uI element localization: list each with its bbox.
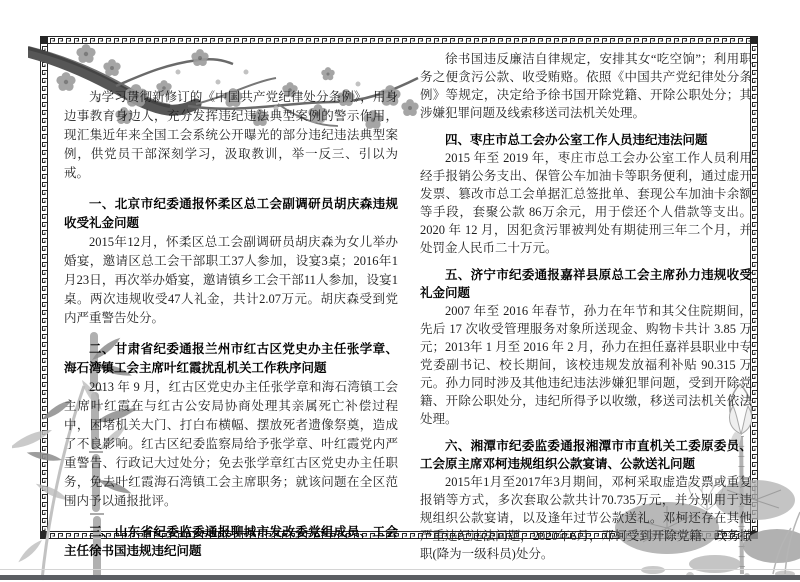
section-3-heading: 三、山东省纪委监委通报聊城市发改委党组成员、工会主任徐书国违规违纪问题 — [64, 525, 398, 558]
section-2-body: 2013 年 9 月，红古区党史办主任张学章和海石湾镇工会主席叶红霞在与红古公安局协商处理其亲属死亡补偿过程中，困堵机关大门、打白布横幅、摆放死者遗像祭奠，造成了不良影响。红古区纪委监察局给予张学章、叶红霞党内严重警告、行政记大过处分；免去张学章红古区党史办主任职务，免去叶红霞海石湾镇工会主席职务；就该问题在全区范围内予以通报批评。 — [64, 380, 398, 508]
intro-paragraph: 为学习贯彻新修订的《中国共产党纪律处分条例》，用身边事教育身边人，充分发挥违纪违法典型案例的警示作用，现汇集近年来全国工会系统公开曝光的部分违纪违法典型案例，供党员干部深刻学习，汲取教训，举一反三、引以为戒。 — [64, 90, 398, 180]
section-6-heading: 六、湘潭市纪委监委通报湘潭市市直机关工委原委员、工会原主席邓柯违规组织公款宴请、公款送礼问题 — [420, 439, 752, 471]
right-column — [420, 50, 752, 563]
section-4-heading: 四、枣庄市总工会办公室工作人员违纪违法问题 — [445, 133, 708, 147]
section-2-heading: 二、甘肃省纪委通报兰州市红古区党史办主任张学章、海石湾镇工会主席叶红霞扰乱机关工作秩序问题 — [64, 342, 398, 375]
bottom-hairline — [0, 569, 800, 570]
section-1-heading: 一、北京市纪委通报怀柔区总工会副调研员胡庆森违规收受礼金问题 — [64, 197, 398, 230]
section-4-body: 2015 年至 2019 年，枣庄市总工会办公室工作人员利用经手报销公务支出、保管公车加油卡等职务便利，通过虚开发票、篡改市总工会单据汇总签批单、套现公车加油卡余额等手段，套聚公款 86万余元，用于偿还个人借款等支出。2020 年 12 月，因犯贪污罪被判处有期徒刑三年二个月，并处罚金人民币二十万元。 — [420, 151, 752, 255]
section-6-body: 2015年1月至2017年3月期间，邓柯采取虚造发票或重复报销等方式，多次套取公款共计70.735万元，并分别用于违规组织公款宴请，以及逢年过节公款送礼。邓柯还存在其他严重违纪违法问题，2020年6月，邓柯受到开除党籍、政务撤职(降为一级科员)处分。 — [420, 475, 752, 561]
border-corner-icon — [750, 36, 758, 44]
section-5-body: 2007 年至 2016 年春节，孙力在年节和其父住院期间，先后 17 次收受管理服务对象所送现金、购物卡共计 3.85 万元；2013年 1 月至 2016 年 2 月，孙力在担任嘉祥县职业中专党委副书记、校长期间，该校违规发放福利补贴 90.315 万元。孙力同时涉及其他违纪违法涉嫌犯罪问题，受到开除党籍、开除公职处分，违纪所得予以收缴，移送司法机关依法处理。 — [420, 304, 752, 426]
section-1-body: 2015年12月，怀柔区总工会副调研员胡庆森为女儿举办婚宴，邀请区总工会干部职工37人参加，设宴3桌；2016年1月23日，再次举办婚宴，邀请镇乡工会干部11人参加，设宴1桌。两次违规收受47人礼金，共计2.07万元。胡庆森受到党内严重警告处分。 — [64, 235, 398, 325]
section-5-heading: 五、济宁市纪委通报嘉祥县原总工会主席孙力违规收受礼金问题 — [420, 268, 752, 300]
bottom-window-edge — [0, 575, 800, 580]
left-column — [64, 88, 398, 561]
section-3-body: 徐书国违反廉洁自律规定，安排其女“吃空饷”；利用职务之便贪污公款、收受贿赂。依照《中国共产党纪律处分条例》等规定，决定给予徐书国开除党籍、开除公职处分；其涉嫌犯罪问题及线索移送司法机关处理。 — [420, 52, 752, 120]
